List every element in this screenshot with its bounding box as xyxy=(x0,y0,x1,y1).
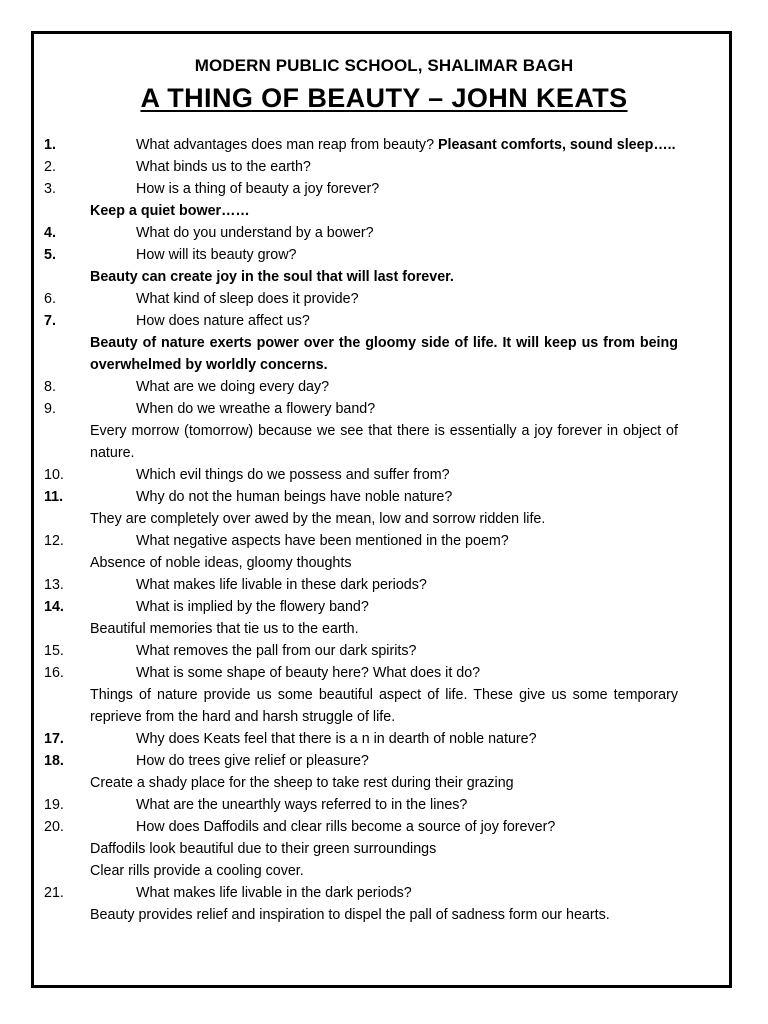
question-text xyxy=(44,134,678,156)
question-row xyxy=(44,728,678,750)
question-number: 16. xyxy=(44,665,64,681)
question-row xyxy=(44,794,678,816)
question-number: 3. xyxy=(44,181,56,197)
answer-row xyxy=(44,904,678,926)
question-number: 5. xyxy=(44,247,56,263)
question-row xyxy=(44,486,678,508)
question-number: 21. xyxy=(44,885,64,901)
question-text xyxy=(136,178,678,200)
question-label: How does nature affect us? xyxy=(136,313,310,329)
inline-answer: Pleasant comforts, sound sleep….. xyxy=(438,137,676,153)
question-row xyxy=(44,640,678,662)
answer-row xyxy=(44,332,678,376)
answer-row xyxy=(44,266,678,288)
question-row xyxy=(44,310,678,332)
question-row xyxy=(44,134,678,156)
question-row xyxy=(44,156,678,178)
question-label: How will its beauty grow? xyxy=(136,247,297,263)
question-number: 12. xyxy=(44,533,64,549)
question-label: How do trees give relief or pleasure? xyxy=(136,753,369,769)
question-label: How does Daffodils and clear rills become a source of joy forever? xyxy=(136,819,556,835)
question-number: 10. xyxy=(44,467,64,483)
question-text xyxy=(136,882,678,904)
page-title: A THING OF BEAUTY – JOHN KEATS xyxy=(140,83,628,113)
answer-text: Every morrow (tomorrow) because we see that there is essentially a joy forever in object of nature. xyxy=(90,423,678,461)
answer-text: Beauty of nature exerts power over the gloomy side of life. It will keep us from being overwhelmed by worldly concerns. xyxy=(90,335,678,373)
answer-text: Absence of noble ideas, gloomy thoughts xyxy=(90,555,352,571)
answer-text: Beauty can create joy in the soul that will last forever. xyxy=(90,269,454,285)
question-text xyxy=(136,750,678,772)
question-text xyxy=(136,794,678,816)
question-row xyxy=(44,882,678,904)
answer-text: Keep a quiet bower…… xyxy=(90,203,250,219)
question-label: What are the unearthly ways referred to in the lines? xyxy=(136,797,468,813)
question-label: What do you understand by a bower? xyxy=(136,225,374,241)
question-label: Why does Keats feel that there is a n in dearth of noble nature? xyxy=(136,731,537,747)
question-number: 20. xyxy=(44,819,64,835)
question-text xyxy=(136,596,678,618)
answer-row xyxy=(44,772,678,794)
answer-text: Create a shady place for the sheep to take rest during their grazing xyxy=(90,775,514,791)
question-number: 8. xyxy=(44,379,56,395)
question-label: What kind of sleep does it provide? xyxy=(136,291,359,307)
answer-row xyxy=(44,684,678,728)
question-number: 9. xyxy=(44,401,56,417)
question-label: What is implied by the flowery band? xyxy=(136,599,369,615)
question-row xyxy=(44,596,678,618)
question-label: What binds us to the earth? xyxy=(136,159,311,175)
question-answer-list xyxy=(44,134,678,926)
question-row xyxy=(44,464,678,486)
question-text xyxy=(136,530,678,552)
answer-text: Things of nature provide us some beautiful aspect of life. These give us some temporary reprieve from the hard and harsh struggle of life. xyxy=(90,687,678,725)
question-row xyxy=(44,662,678,684)
question-number: 18. xyxy=(44,753,64,769)
question-row xyxy=(44,574,678,596)
question-row xyxy=(44,178,678,200)
question-row xyxy=(44,816,678,838)
question-label: What removes the pall from our dark spirits? xyxy=(136,643,417,659)
question-text xyxy=(136,662,678,684)
question-label: When do we wreathe a flowery band? xyxy=(136,401,376,417)
question-row xyxy=(44,222,678,244)
answer-text: They are completely over awed by the mean, low and sorrow ridden life. xyxy=(90,511,546,527)
question-number: 1. xyxy=(44,137,56,153)
question-number: 17. xyxy=(44,731,64,747)
question-text xyxy=(136,728,678,750)
question-text xyxy=(136,222,678,244)
question-text xyxy=(136,398,678,420)
question-row xyxy=(44,244,678,266)
question-text xyxy=(136,816,678,838)
question-row xyxy=(44,530,678,552)
answer-text: Clear rills provide a cooling cover. xyxy=(90,863,304,879)
question-number: 14. xyxy=(44,599,64,615)
question-text xyxy=(136,574,678,596)
answer-text: Daffodils look beautiful due to their green surroundings xyxy=(90,841,437,857)
school-name: MODERN PUBLIC SCHOOL, SHALIMAR BAGH xyxy=(194,56,574,75)
answer-row xyxy=(44,200,678,222)
answer-row xyxy=(44,618,678,640)
question-label: What negative aspects have been mentioned in the poem? xyxy=(136,533,509,549)
question-text xyxy=(136,288,678,310)
question-number: 19. xyxy=(44,797,64,813)
question-text xyxy=(136,640,678,662)
question-row xyxy=(44,398,678,420)
question-text xyxy=(136,310,678,332)
answer-row xyxy=(44,508,678,530)
question-row xyxy=(44,376,678,398)
question-text xyxy=(136,156,678,178)
answer-row xyxy=(44,552,678,574)
answer-row xyxy=(44,860,678,882)
answer-text: Beauty provides relief and inspiration to dispel the pall of sadness form our hearts. xyxy=(90,907,610,923)
question-row xyxy=(44,288,678,310)
question-label: What advantages does man reap from beauty? xyxy=(136,137,435,153)
question-text xyxy=(136,464,678,486)
question-number: 13. xyxy=(44,577,64,593)
question-label: What are we doing every day? xyxy=(136,379,330,395)
question-label: How is a thing of beauty a joy forever? xyxy=(136,181,380,197)
question-number: 4. xyxy=(44,225,56,241)
question-text xyxy=(136,244,678,266)
question-label: What makes life livable in these dark periods? xyxy=(136,577,427,593)
question-text xyxy=(136,376,678,398)
answer-row xyxy=(44,420,678,464)
question-row xyxy=(44,750,678,772)
question-label: What makes life livable in the dark periods? xyxy=(136,885,412,901)
question-number: 2. xyxy=(44,159,56,175)
question-text xyxy=(136,486,678,508)
answer-text: Beautiful memories that tie us to the earth. xyxy=(90,621,359,637)
question-label: What is some shape of beauty here? What does it do? xyxy=(136,665,481,681)
question-label: Why do not the human beings have noble nature? xyxy=(136,489,453,505)
question-number: 7. xyxy=(44,313,56,329)
question-label: Which evil things do we possess and suffer from? xyxy=(136,467,450,483)
question-number: 15. xyxy=(44,643,64,659)
question-number: 6. xyxy=(44,291,56,307)
question-number: 11. xyxy=(44,489,64,505)
answer-row xyxy=(44,838,678,860)
